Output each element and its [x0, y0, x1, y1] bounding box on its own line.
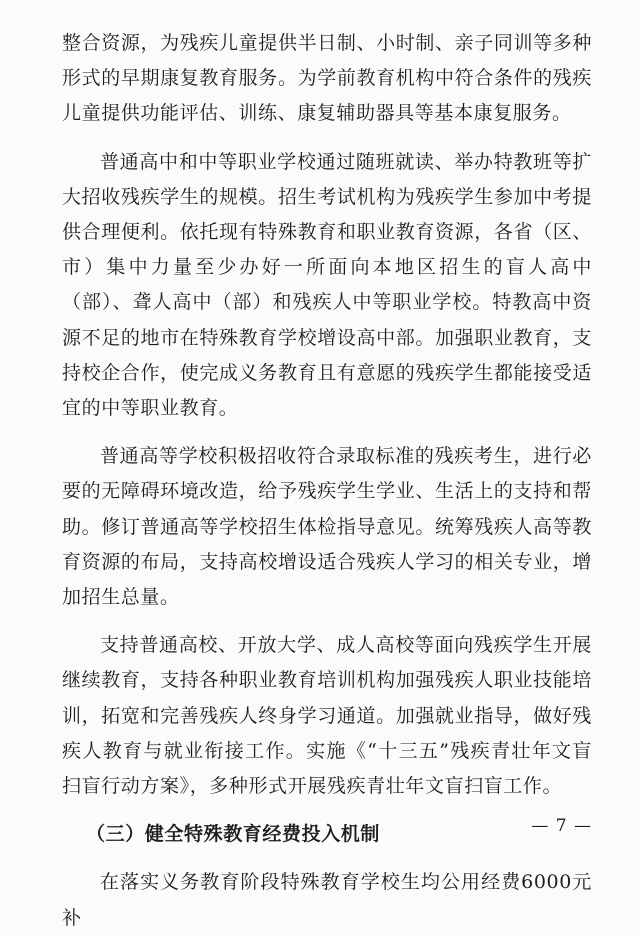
- paragraph-continuing-education: 支持普通高校、开放大学、成人高校等面向残疾学生开展继续教育，支持各种职业教育培训机构加强残疾人职业技能培训，拓宽和完善残疾人终身学习通道。加强就业指导，做好残疾人教育与就业衔接工作。实施《“十三五”残疾青壮年文盲扫盲行动方案》，多种形式开展残疾青壮年文盲扫盲工作。: [62, 634, 592, 798]
- document-body: [62, 26, 592, 936]
- page-number: — 7 —: [531, 816, 592, 836]
- section-heading: （三）健全特殊教育经费投入机制: [86, 823, 381, 846]
- paragraph-early-rehab-continued: 整合资源，为残疾儿童提供半日制、小时制、亲子同训等多种形式的早期康复教育服务。为学前教育机构中符合条件的残疾儿童提供功能评估、训练、康复辅助器具等基本康复服务。: [62, 32, 592, 125]
- paragraph-higher-education: 普通高等学校积极招收符合录取标准的残疾考生，进行必要的无障碍环境改造，给予残疾学生学业、生活上的支持和帮助。修订普通高等学校招生体检指导意见。统筹残疾人高等教育资源的布局，支持高校增设适合残疾人学习的相关专业，增加招生总量。: [62, 445, 592, 609]
- paragraph-funding: 在落实义务教育阶段特殊教育学校生均公用经费6000元补: [62, 871, 592, 929]
- paragraph-secondary-education: 普通高中和中等职业学校通过随班就读、举办特教班等扩大招收残疾学生的规模。招生考试机构为残疾学生参加中考提供合理便利。依托现有特殊教育和职业教育资源，各省（区、市）集中力量至少办好一所面向本地区招生的盲人高中（部）、聋人高中（部）和残疾人中等职业学校。特教高中资源不足的地市在特殊教育学校增设高中部。加强职业教育，支持校企合作，使完成义务教育且有意愿的残疾学生都能接受适宜的中等职业教育。: [62, 150, 592, 420]
